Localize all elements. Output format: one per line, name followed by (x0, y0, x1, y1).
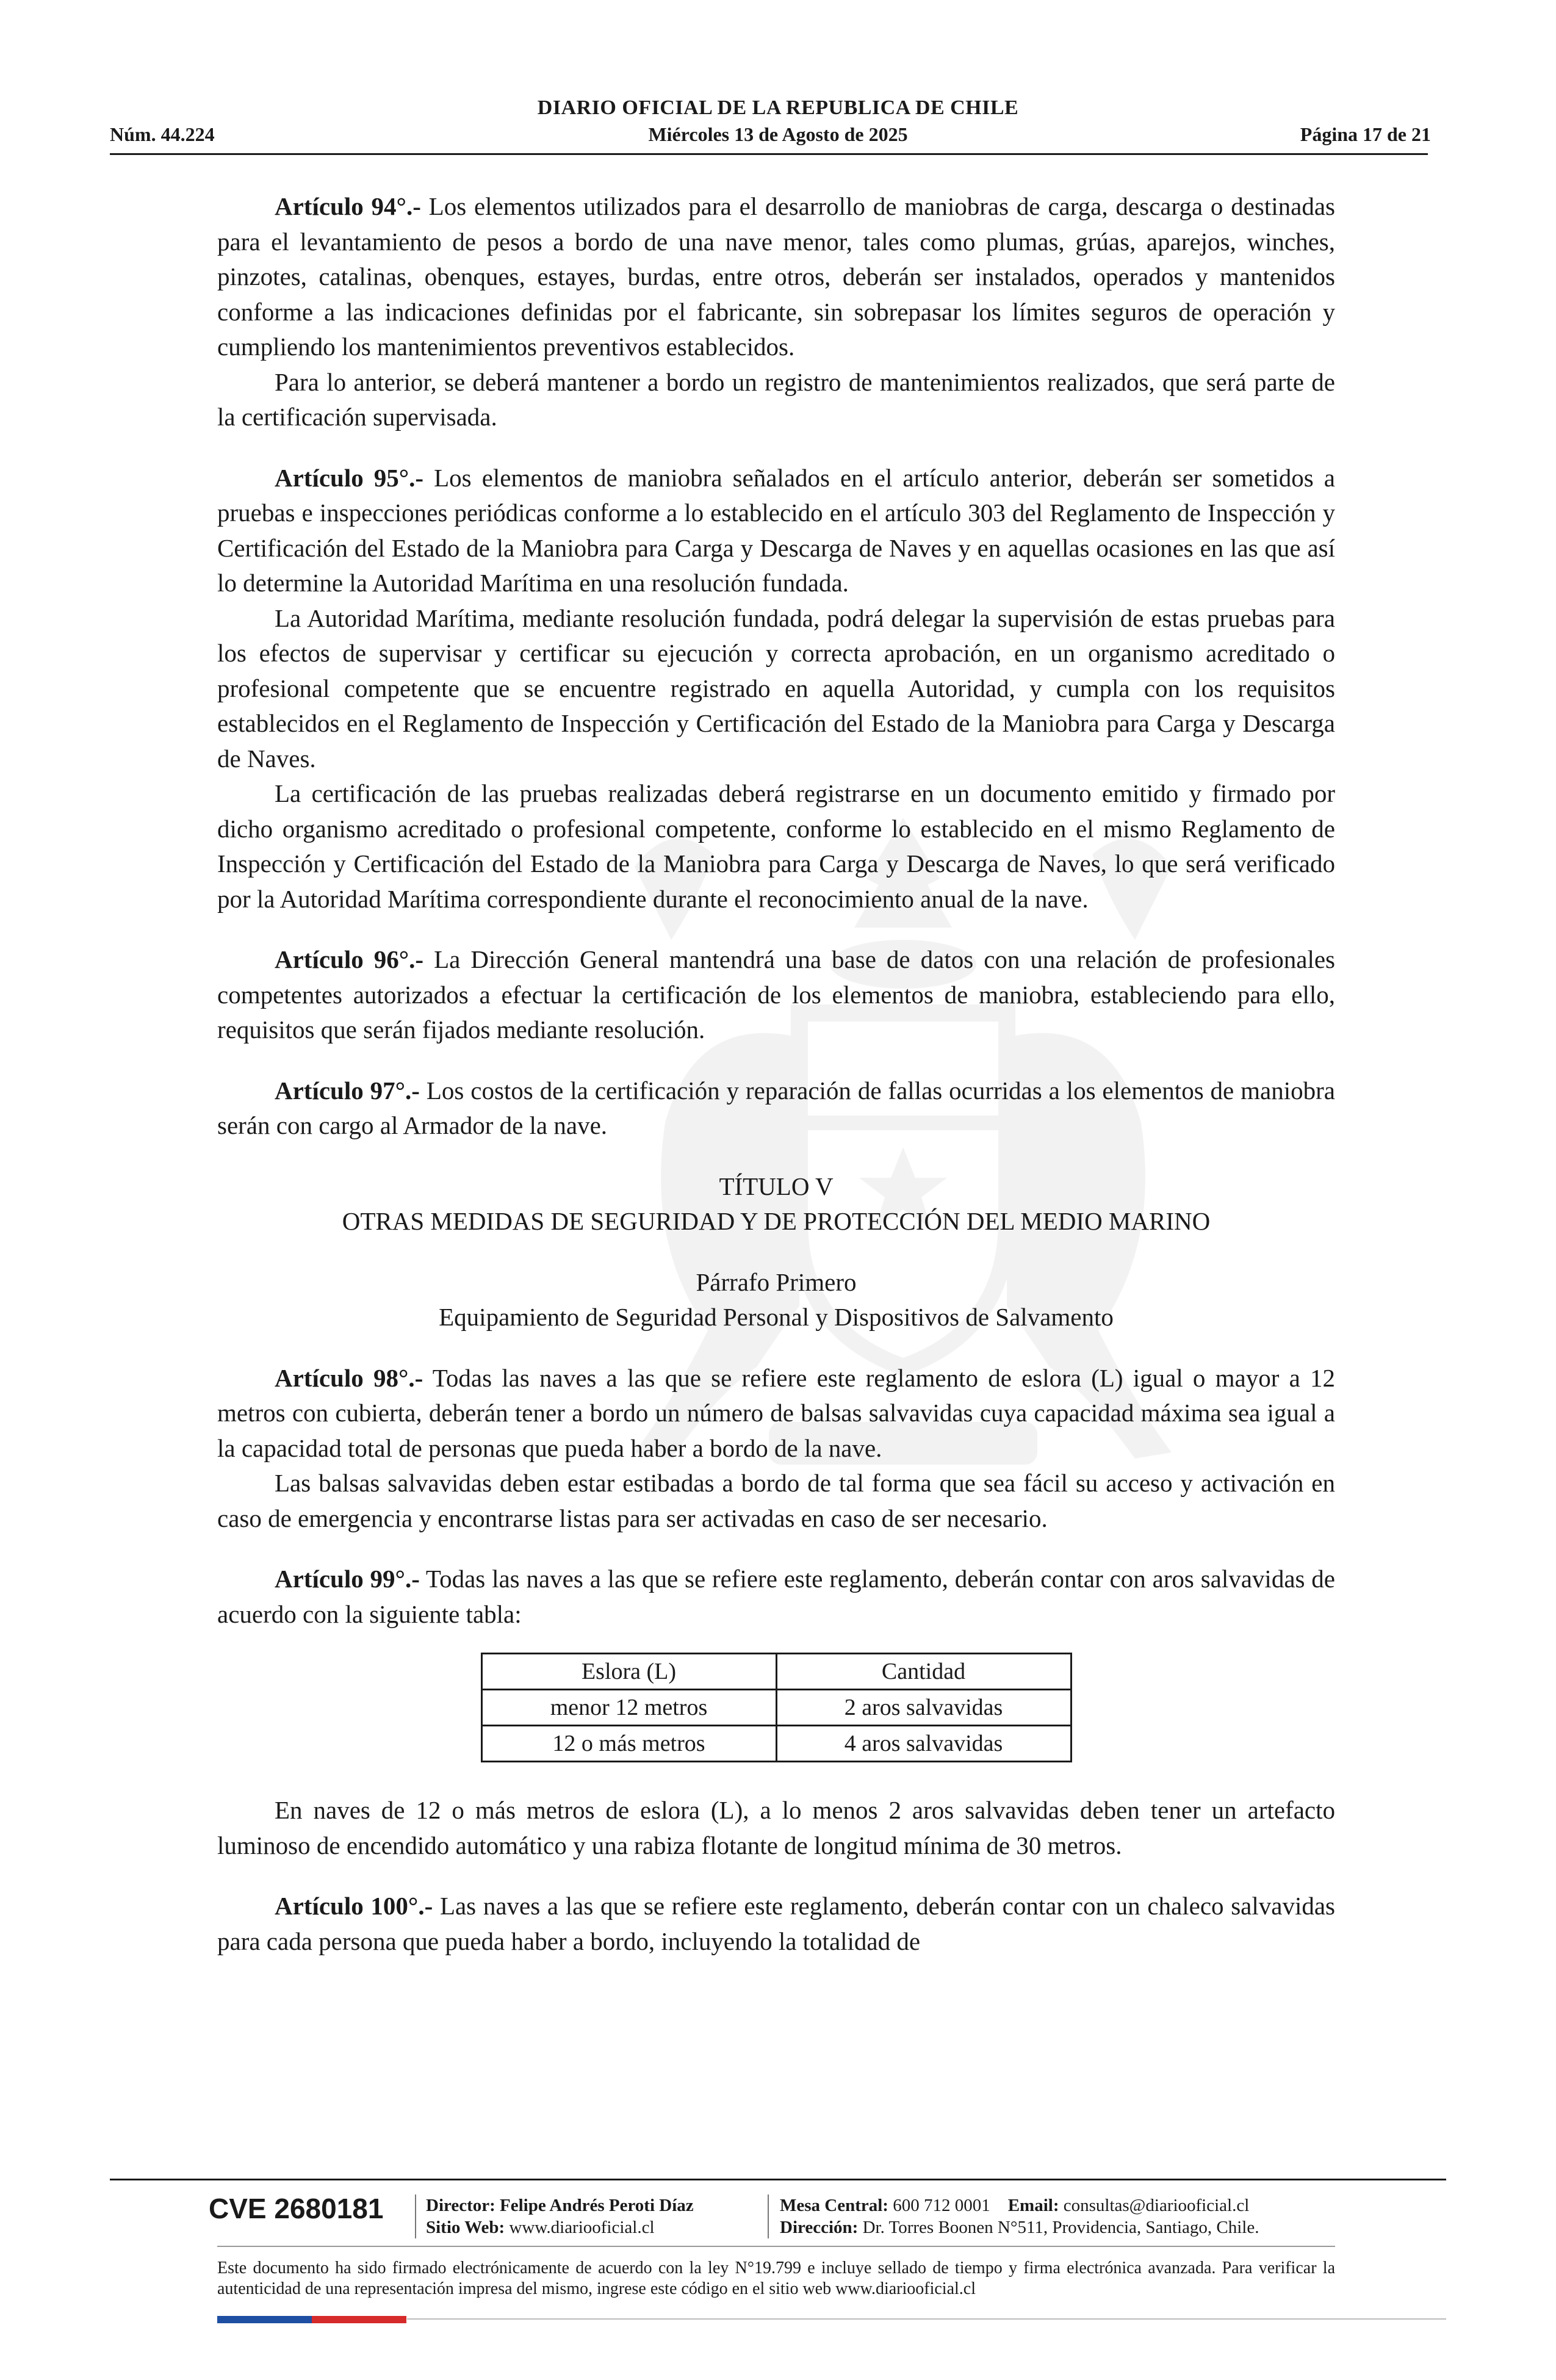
section-subheading: Equipamiento de Seguridad Personal y Dispositivos de Salvamento (439, 1303, 1114, 1331)
email-label: Email: (1007, 2196, 1059, 2215)
flag-stripe (217, 2316, 406, 2323)
table-cell: 2 aros salvavidas (776, 1690, 1071, 1726)
table-cell: 12 o más metros (481, 1726, 776, 1762)
header-divider (110, 153, 1428, 155)
life-ring-table (481, 1653, 1072, 1762)
article-label: Artículo 95°.- (275, 463, 424, 492)
paragraph: Para lo anterior, se deberá mantener a bordo un registro de mantenimientos realizados, que será parte de la certificación supervisada. (217, 367, 1335, 431)
issue-date: Miércoles 13 de Agosto de 2025 (648, 123, 908, 145)
address-value: Dr. Torres Boonen N°511, Providencia, Santiago, Chile. (858, 2218, 1259, 2237)
section-heading: Párrafo Primero (696, 1268, 857, 1296)
paragraph: La certificación de las pruebas realizadas deberá registrarse en un documento emitido y firmado por dicho organismo acreditado o profesional competente, conforme lo establecido en el mismo Reglamento de Inspección y Certificación del Estado de la Maniobra para Carga y Descarga de Naves, lo que será verificado por la Autoridad Marítima correspondiente durante el reconocimiento anual de la nave. (217, 779, 1335, 913)
article-98-paragraph (217, 1361, 1335, 1466)
table-header-cell: Eslora (L) (481, 1654, 776, 1690)
article-100-paragraph (217, 1889, 1335, 1959)
footer-director-block (426, 2194, 694, 2238)
legal-notice: Este documento ha sido firmado electrónicamente de acuerdo con la ley N°19.799 e incluye sellado de tiempo y firma electrónica avanzada. Para verificar la autenticidad de una representación impresa del mismo, ingrese este código en el sitio web www.diariooficial.cl (217, 2259, 1335, 2298)
article-label: Artículo 94°.- (275, 192, 421, 220)
article-95-paragraph (217, 461, 1335, 601)
article-99-paragraph (217, 1562, 1335, 1632)
address-label: Dirección: (780, 2218, 859, 2237)
cve-code: CVE 2680181 (209, 2193, 384, 2224)
document-body (217, 189, 1335, 1959)
article-text: Las naves a las que se refiere este reglamento, deberán contar con un chaleco salvavidas para cada persona que pueda haber a bordo, incluyendo la totalidad de (217, 1892, 1336, 1955)
article-text: Los elementos utilizados para el desarrollo de maniobras de carga, descarga o destinadas para el levantamiento de pesos a bordo de una nave menor, tales como plumas, grúas, aparejos, winches, pinzotes, catalinas, obenques, estayes, burdas, entre otros, deberán ser instalados, operados y mantenidos conforme a las indicaciones definidas por el fabricante, sin sobrepasar los límites seguros de operación y cumpliendo los mantenimientos preventivos establecidos. (217, 192, 1335, 361)
page-indicator: Página 17 de 21 (1300, 123, 1431, 145)
footer-separator (415, 2194, 416, 2238)
footer-contact-block (780, 2194, 1259, 2238)
article-text: Todas las naves a las que se refiere este reglamento de eslora (L) igual o mayor a 12 metros con cubierta, deberán tener a bordo un número de balsas salvavidas cuya capacidad máxima sea igual a la capacidad total de personas que pueda haber a bordo de la nave. (217, 1363, 1335, 1462)
table-header-cell: Cantidad (776, 1654, 1071, 1690)
footer-separator (768, 2194, 769, 2238)
title-heading: TÍTULO V (719, 1172, 834, 1200)
paragraph: Las balsas salvavidas deben estar estibadas a bordo de tal forma que sea fácil su acceso y activación en caso de emergencia y encontrarse listas para ser activadas en caso de ser necesario. (217, 1469, 1335, 1532)
newspaper-title: DIARIO OFICIAL DE LA REPUBLICA DE CHILE (537, 96, 1019, 119)
footer-divider (407, 2318, 1446, 2320)
web-link[interactable]: www.diariooficial.cl (505, 2218, 655, 2237)
flag-blue-segment (217, 2316, 312, 2323)
mesa-label: Mesa Central: (780, 2196, 888, 2215)
paragraph: La Autoridad Marítima, mediante resolución fundada, podrá delegar la supervisión de estas pruebas para los efectos de supervisar y certificar su ejecución y correcta aprobación, en un organismo acreditado o profesional competente que se encuentre registrado en aquella Autoridad, y cumpla con los requisitos establecidos en el Reglamento de Inspección y Certificación del Estado de la Maniobra para Carga y Descarga de Naves. (217, 604, 1335, 773)
article-label: Artículo 100°.- (275, 1892, 433, 1920)
web-label: Sitio Web: (426, 2218, 505, 2237)
table-row (481, 1726, 1071, 1762)
director-label: Director: (426, 2196, 495, 2215)
article-label: Artículo 98°.- (275, 1363, 423, 1392)
article-text: Todas las naves a las que se refiere este reglamento, deberán contar con aros salvavidas de acuerdo con la siguiente tabla: (217, 1565, 1335, 1628)
article-text: Los costos de la certificación y reparación de fallas ocurridas a los elementos de maniobra serán con cargo al Armador de la nave. (217, 1076, 1335, 1139)
table-cell: menor 12 metros (481, 1690, 776, 1726)
article-97-paragraph (217, 1073, 1335, 1144)
email-link[interactable]: consultas@diariooficial.cl (1059, 2196, 1250, 2215)
article-96-paragraph (217, 942, 1335, 1048)
article-text: Los elementos de maniobra señalados en el artículo anterior, deberán ser sometidos a pruebas e inspecciones periódicas conforme a lo establecido en el artículo 303 del Reglamento de Inspección y Certificación del Estado de la Maniobra para Carga y Descarga de Naves y en aquellas ocasiones en las que así lo determine la Autoridad Marítima en una resolución fundada. (217, 463, 1335, 597)
table-header-row (481, 1654, 1071, 1690)
paragraph: En naves de 12 o más metros de eslora (L), a lo menos 2 aros salvavidas deben tener un artefacto luminoso de encendido automático y una rabiza flotante de longitud mínima de 30 metros. (217, 1796, 1335, 1859)
article-text: La Dirección General mantendrá una base de datos con una relación de profesionales competentes autorizados a efectuar la certificación de los elementos de maniobra, estableciendo para ello, requisitos que serán fijados mediante resolución. (217, 945, 1335, 1044)
title-subheading: OTRAS MEDIDAS DE SEGURIDAD Y DE PROTECCIÓN DEL MEDIO MARINO (342, 1207, 1211, 1235)
article-label: Artículo 99°.- (275, 1565, 420, 1593)
article-label: Artículo 97°.- (275, 1076, 420, 1105)
table-row (481, 1690, 1071, 1726)
flag-red-segment (312, 2316, 406, 2323)
table-cell: 4 aros salvavidas (776, 1726, 1071, 1762)
director-value: Felipe Andrés Peroti Díaz (495, 2196, 694, 2215)
footer-divider (217, 2246, 1335, 2247)
article-label: Artículo 96°.- (275, 945, 424, 973)
issue-number: Núm. 44.224 (110, 123, 215, 145)
article-94-paragraph (217, 189, 1335, 365)
footer-divider (110, 2179, 1446, 2180)
mesa-value: 600 712 0001 (888, 2196, 990, 2215)
